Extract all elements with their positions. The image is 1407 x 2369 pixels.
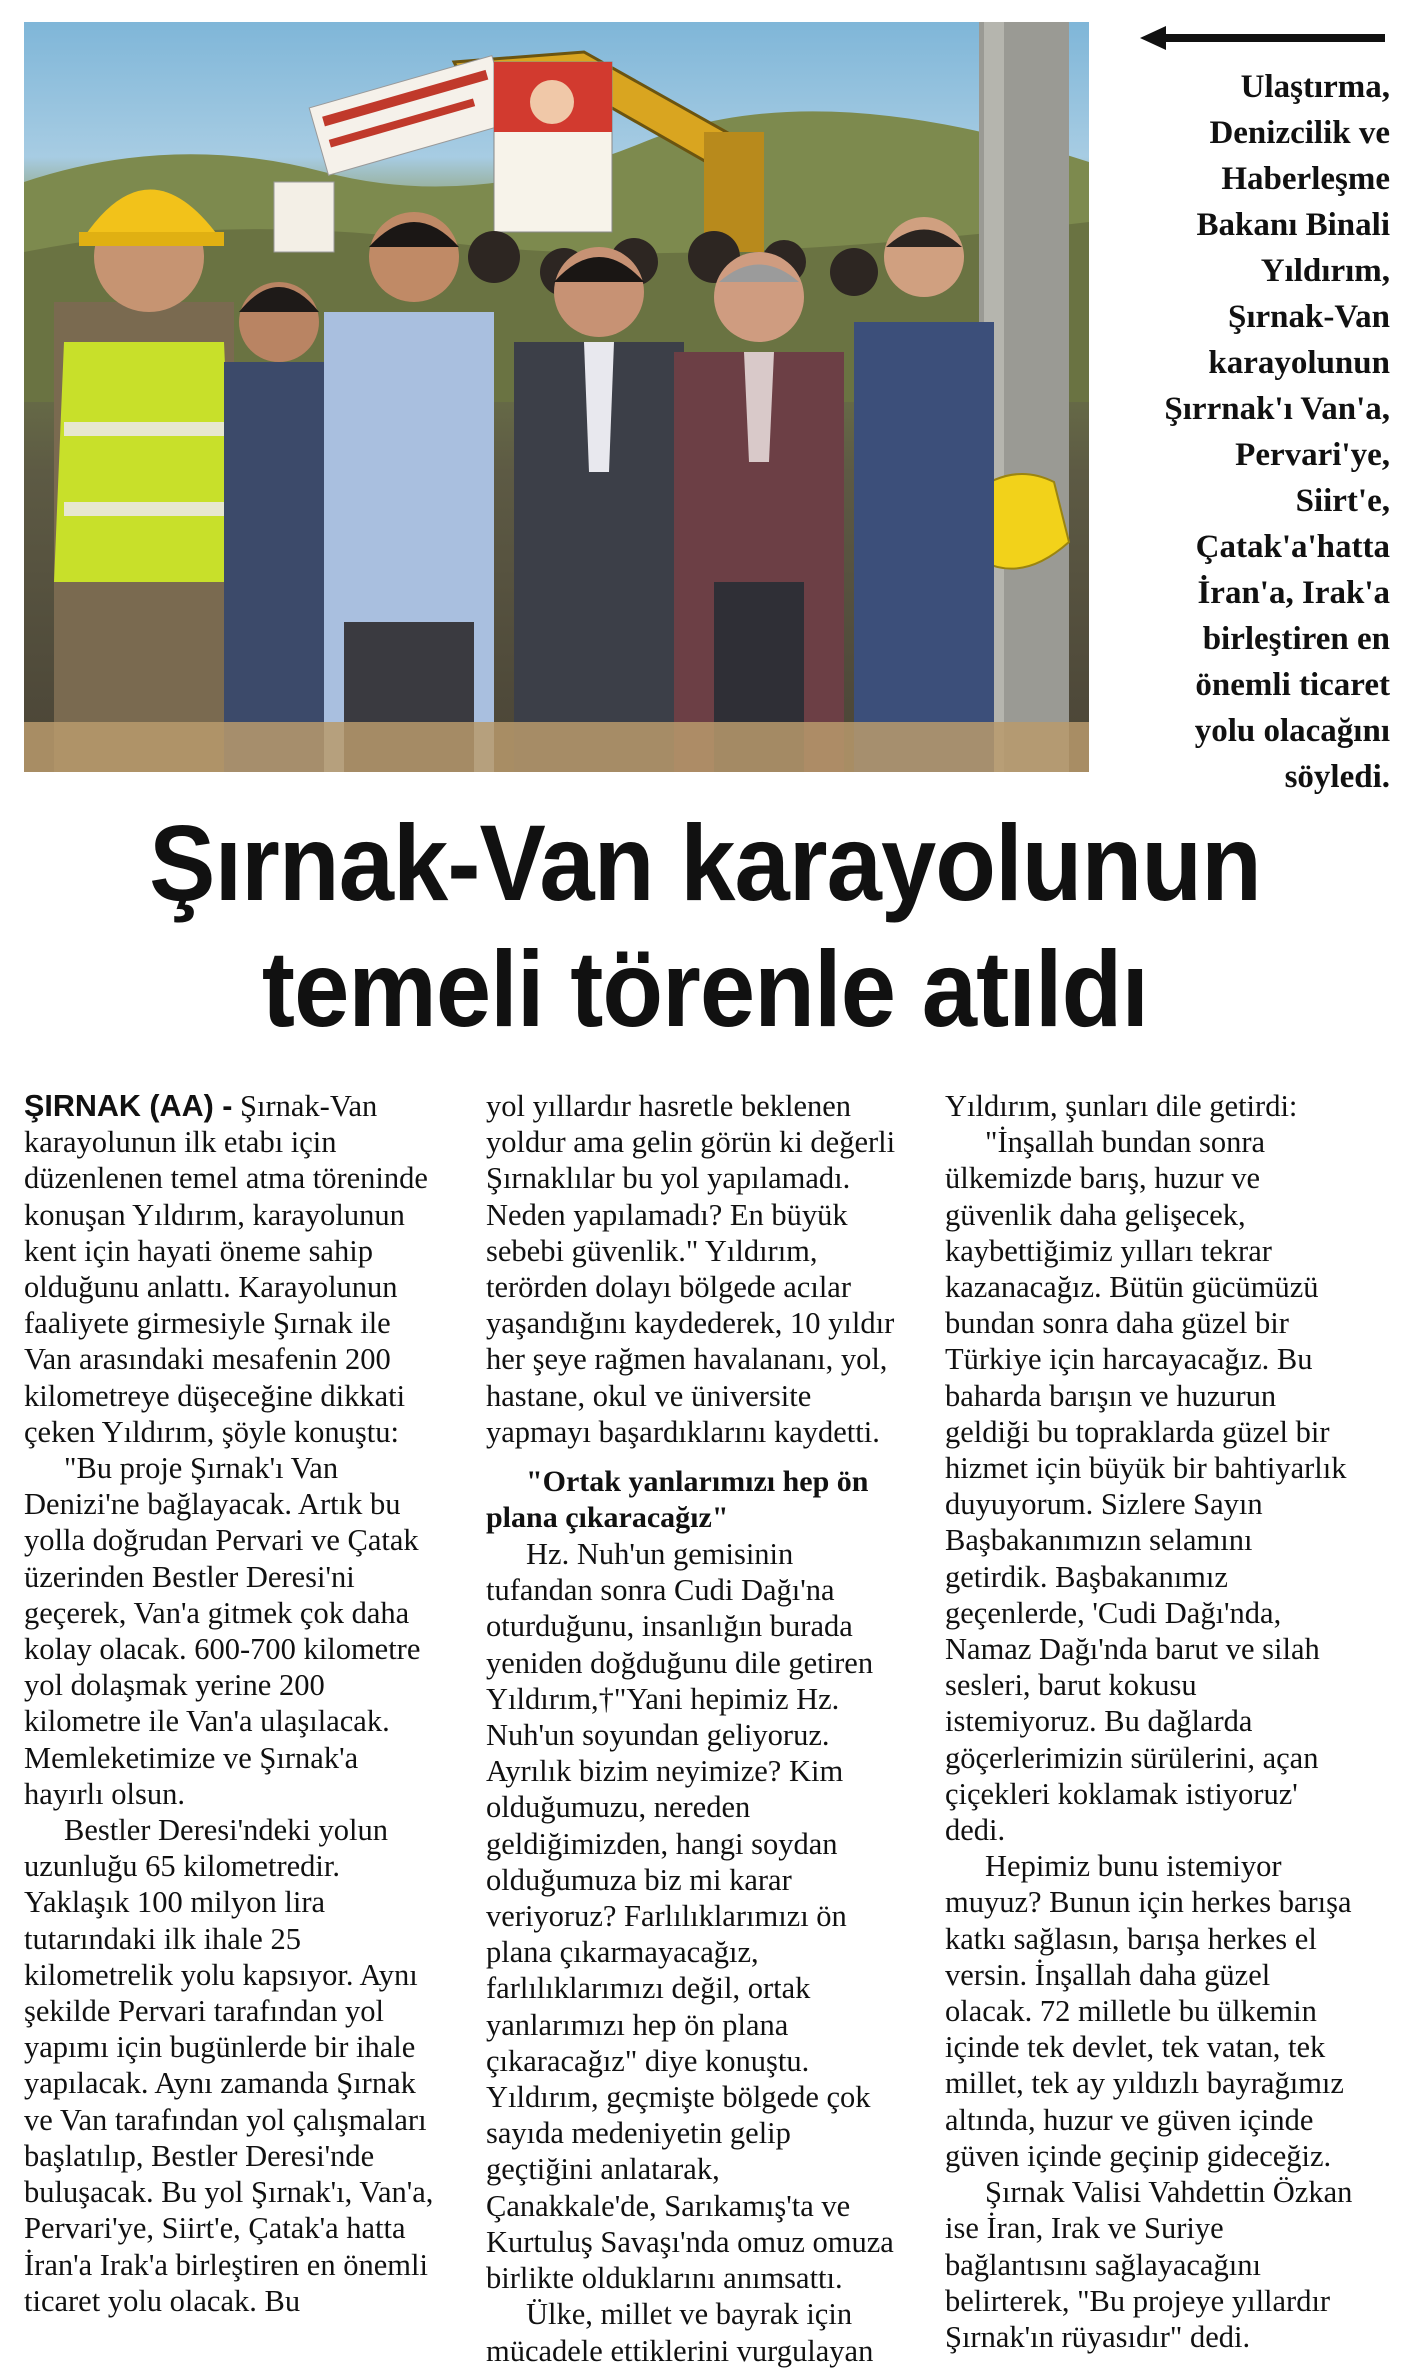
- caption-line: Yıldırım,: [1260, 253, 1390, 289]
- dateline: ŞIRNAK (AA) -: [24, 1089, 233, 1123]
- paragraph: Şırnak Valisi Vahdettin Özkan ise İran, Irak ve Suriye bağlantısını sağlayacağını belirterek, "Bu projeye yıllardır Şırnak'ın rüyasıdır" dedi.: [945, 2175, 1353, 2354]
- article-column-2: [486, 1088, 896, 2369]
- news-photo: [24, 22, 1089, 772]
- caption-line: Pervari'ye,: [1235, 437, 1390, 473]
- headline-line-2: temeli törenle atıldı: [261, 928, 1149, 1049]
- caption-line: İran'a, Irak'a: [1197, 575, 1390, 611]
- paragraph: Hz. Nuh'un gemisinin tufandan sonra Cudi Dağı'na oturduğunu, insanlığın burada yeniden doğduğunu dile getiren Yıldırım,†"Yani hepimiz Hz. Nuh'un soyundan geliyoruz. Ayrılık bizim neyimize? Kim olduğumuzu, nereden geldiğimizden, hangi soydan olduğumuza biz mi karar veriyoruz? Farlılıklarımızı ön plana çıkarmayacağız, farlılıklarımızı değil, ortak yanlarımızı hep ön plana çıkaracağız" diye konuştu. Yıldırım, geçmişte bölgede çok sayıda medeniyetin gelip geçtiğini anlatarak, Çanakkale'de, Sarıkamış'ta ve Kurtuluş Savaşı'nda omuz omuza birlikte olduklarını anımsattı.: [486, 1537, 894, 2296]
- arrow-left-icon: [1140, 26, 1385, 50]
- article-column-3: [945, 1088, 1355, 2355]
- paragraph: Şırnak-Van karayolunun ilk etabı için düzenlenen temel atma töreninde konuşan Yıldırım, karayolunun kent için hayati öneme sahip olduğunu anlattı. Karayolunun faaliyete girmesiyle Şırnak ile Van arasındaki mesafenin 200 kilometreye düşeceğine dikkati çeken Yıldırım, şöyle konuştu:: [24, 1089, 428, 1449]
- caption-line: Şırrnak'ı Van'a,: [1164, 391, 1390, 427]
- caption-line: önemli ticaret: [1195, 667, 1390, 703]
- paragraph: Yıldırım, şunları dile getirdi:: [945, 1089, 1298, 1123]
- ceremony-photo-illustration: [24, 22, 1089, 772]
- paragraph: yol yıllardır hasretle beklenen yoldur ama gelin görün ki değerli Şırnaklılar bu yol yapılamadı. Neden yapılamadı? En büyük sebebi güvenlik." Yıldırım, terörden dolayı bölgede acılar yaşandığını kaydederek, 10 yıldır her şeye rağmen havalananı, yol, hastane, okul ve üniversite yapmayı başardıklarını kaydetti.: [486, 1089, 896, 1449]
- caption-line: Bakanı Binali: [1196, 207, 1390, 243]
- caption-line: yolu olacağını: [1194, 713, 1390, 749]
- photo-caption: [1110, 64, 1390, 800]
- caption-line: Denizcilik ve: [1209, 115, 1390, 151]
- subheading: "Ortak yanlarımızı hep ön plana çıkaracağız": [486, 1465, 869, 1535]
- paragraph: Bestler Deresi'ndeki yolun uzunluğu 65 kilometredir. Yaklaşık 100 milyon lira tutarındaki ilk ihale 25 kilometrelik yolu kapsıyor. Aynı şekilde Pervari tarafından yol yapımı için bugünlerde bir ihale yapılacak. Aynı zamanda Şırnak ve Van tarafından yol çalışmaları başlatılıp, Bestler Deresi'nde buluşacak. Bu yol Şırnak'ı, Van'a, Pervari'ye, Siirt'e, Çatak'a hatta İran'a Irak'a birleştiren en önemli ticaret yolu olacak. Bu: [24, 1813, 434, 2318]
- article-column-1: [24, 1088, 434, 2319]
- caption-line: Siirt'e,: [1295, 483, 1390, 519]
- caption-line: karayolunun: [1208, 345, 1390, 381]
- caption-line: birleştiren en: [1202, 621, 1390, 657]
- caption-line: söyledi.: [1284, 759, 1390, 795]
- caption-line: Çatak'a'hatta: [1195, 529, 1390, 565]
- headline: [84, 800, 1326, 1052]
- paragraph: Hepimiz bunu istemiyor muyuz? Bunun için herkes barışa katkı sağlasın, barışa herkes el versin. İnşallah daha güzel olacak. 72 milletle bu ülkemin içinde tek devlet, tek vatan, tek millet, tek ay yıldızlı bayrağımız altında, huzur ve güven içinde güven içinde geçinip gideceğiz.: [945, 1849, 1352, 2173]
- caption-line: Ulaştırma,: [1240, 69, 1390, 105]
- paragraph: Ülke, millet ve bayrak için mücadele ettiklerini vurgulayan: [486, 2297, 874, 2368]
- paragraph: "Bu proje Şırnak'ı Van Denizi'ne bağlayacak. Artık bu yolla doğrudan Pervari ve Çatak üzerinden Bestler Deresi'ni geçerek, Van'a gitmek çok daha kolay olacak. 600-700 kilometre yol dolaşmak yerine 200 kilometre ile Van'a ulaşılacak. Memleketimize ve Şırnak'a hayırlı olsun.: [24, 1451, 421, 1811]
- paragraph: "İnşallah bundan sonra ülkemizde barış, huzur ve güvenlik daha gelişecek, kaybettiğimiz yılları tekrar kazanacağız. Bütün gücümüzü bundan sonra daha güzel bir Türkiye için harcayacağız. Bu baharda barışın ve huzurun geldiği bu topraklarda güzel bir hizmet için büyük bir bahtiyarlık duyuyorum. Sizlere Sayın Başbakanımızın selamını getirdik. Başbakanımız geçenlerde, 'Cudi Dağı'nda, Namaz Dağı'nda barut ve silah sesleri, barut kokusu istemiyoruz. Bu dağlarda göçerlerimizin sürülerini, açan çiçekleri koklamak istiyoruz' dedi.: [945, 1125, 1347, 1848]
- caption-line: Haberleşme: [1221, 161, 1390, 197]
- headline-line-1: Şırnak-Van karayolunun: [149, 802, 1261, 923]
- caption-line: Şırnak-Van: [1227, 299, 1390, 335]
